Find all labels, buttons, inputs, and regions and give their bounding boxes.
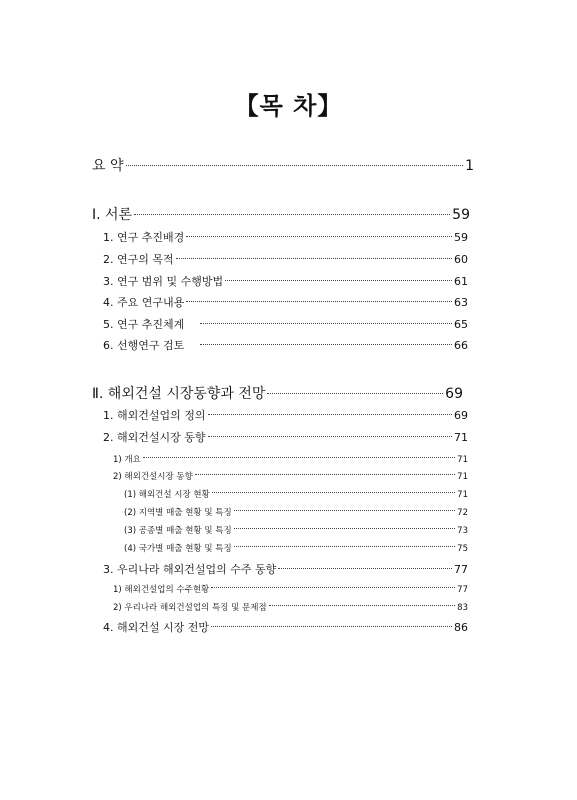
toc-entry-page: 72 [457,507,468,518]
toc-entry-label: (2) 지역별 매출 현황 및 특징 [124,507,232,518]
toc-entry-subsection[interactable] [113,469,468,489]
toc-entry-label: 5. 연구 추진체계 [103,318,185,331]
toc-leader-dots [212,487,455,493]
toc-entry-page: 60 [454,253,468,266]
toc-entry-label: Ⅰ. 서론 [92,207,133,223]
toc-leader-dots [234,523,456,529]
toc-leader-dots [211,619,452,627]
toc-entry-label: 요 약 [92,158,124,174]
toc-entry-section[interactable] [103,407,468,427]
toc-entry-page: 69 [454,409,468,422]
toc-entry-label: 1) 개요 [113,454,141,465]
toc-entry-label: (4) 국가별 매출 현황 및 특징 [124,543,232,554]
toc-entry-page: 77 [457,584,468,595]
toc-entry-section[interactable] [103,429,468,449]
toc-entry-page: 71 [457,471,468,482]
toc-entry-section[interactable] [103,251,468,271]
toc-entry-subsection[interactable] [113,582,468,602]
toc-entry-page: 71 [454,431,468,444]
toc-entry-section[interactable] [103,337,468,357]
toc-leader-dots [143,452,455,458]
toc-entry-label: (1) 해외건설 시장 현황 [124,489,210,500]
toc-entry-page: 77 [454,563,468,576]
toc-entry-item[interactable] [124,523,468,543]
toc-entry-label: 2. 해외건설시장 동향 [103,431,206,444]
toc-entry-page: 71 [457,454,468,465]
toc-entry-page: 83 [457,602,468,613]
toc-entry-summary[interactable] [92,155,474,175]
toc-entry-label: 6. 선행연구 검토 [103,339,185,352]
toc-entry-label: 1. 연구 추진배경 [103,231,185,244]
toc-leader-dots [234,505,456,511]
toc-entry-chapter-2[interactable] [92,383,463,403]
toc-entry-label: 3. 우리나라 해외건설업의 수주 동향 [103,563,277,576]
toc-leader-dots [200,337,452,345]
toc-leader-dots [186,229,452,237]
toc-entry-page: 63 [454,296,468,309]
toc-entry-page: 71 [457,489,468,500]
toc-entry-page: 75 [457,543,468,554]
toc-entry-label: 4. 주요 연구내용 [103,296,185,309]
toc-leader-dots [134,204,450,215]
toc-entry-label: 4. 해외건설 시장 전망 [103,621,209,634]
toc-entry-page: 66 [454,339,468,352]
toc-entry-page: 73 [457,525,468,536]
toc-leader-dots [208,429,453,437]
toc-leader-dots [278,561,452,569]
toc-entry-section[interactable] [103,619,468,639]
toc-leader-dots [126,155,464,166]
toc-entry-page: 86 [454,621,468,634]
toc-leader-dots [195,469,455,475]
toc-entry-page: 59 [452,207,470,223]
toc-entry-section[interactable] [103,316,468,336]
toc-entry-label: 2) 우리나라 해외건설업의 특징 및 문제점 [113,602,267,613]
toc-entry-page: 1 [465,158,474,174]
toc-entry-page: 61 [454,275,468,288]
toc-entry-page: 59 [454,231,468,244]
toc-entry-label: Ⅱ. 해외건설 시장동향과 전망 [92,386,266,402]
toc-leader-dots [211,582,455,588]
toc-entry-chapter-1[interactable] [92,204,470,224]
toc-entry-item[interactable] [124,487,468,507]
toc-entry-label: 2) 해외건설시장 동향 [113,471,193,482]
toc-entry-label: 3. 연구 범위 및 수행방법 [103,275,224,288]
toc-entry-item[interactable] [124,505,468,525]
toc-entry-page: 65 [454,318,468,331]
toc-title: 【목 차】 [234,91,343,120]
toc-entry-section[interactable] [103,294,468,314]
toc-entry-page: 69 [445,386,463,402]
toc-leader-dots [186,294,452,302]
toc-leader-dots [225,273,452,281]
toc-leader-dots [208,407,453,415]
toc-entry-section[interactable] [103,229,468,249]
toc-leader-dots [234,541,456,547]
toc-entry-label: 1) 해외건설업의 수주현황 [113,584,210,595]
toc-entry-item[interactable] [124,541,468,561]
toc-leader-dots [267,383,443,394]
toc-leader-dots [176,251,452,259]
toc-entry-subsection[interactable] [113,600,468,620]
toc-entry-label: 2. 연구의 목적 [103,253,174,266]
toc-entry-label: 1. 해외건설업의 정의 [103,409,206,422]
toc-entry-section[interactable] [103,273,468,293]
toc-entry-label: (3) 공종별 매출 현황 및 특징 [124,525,232,536]
toc-entry-section[interactable] [103,561,468,581]
toc-leader-dots [269,600,456,606]
toc-leader-dots [200,316,452,324]
